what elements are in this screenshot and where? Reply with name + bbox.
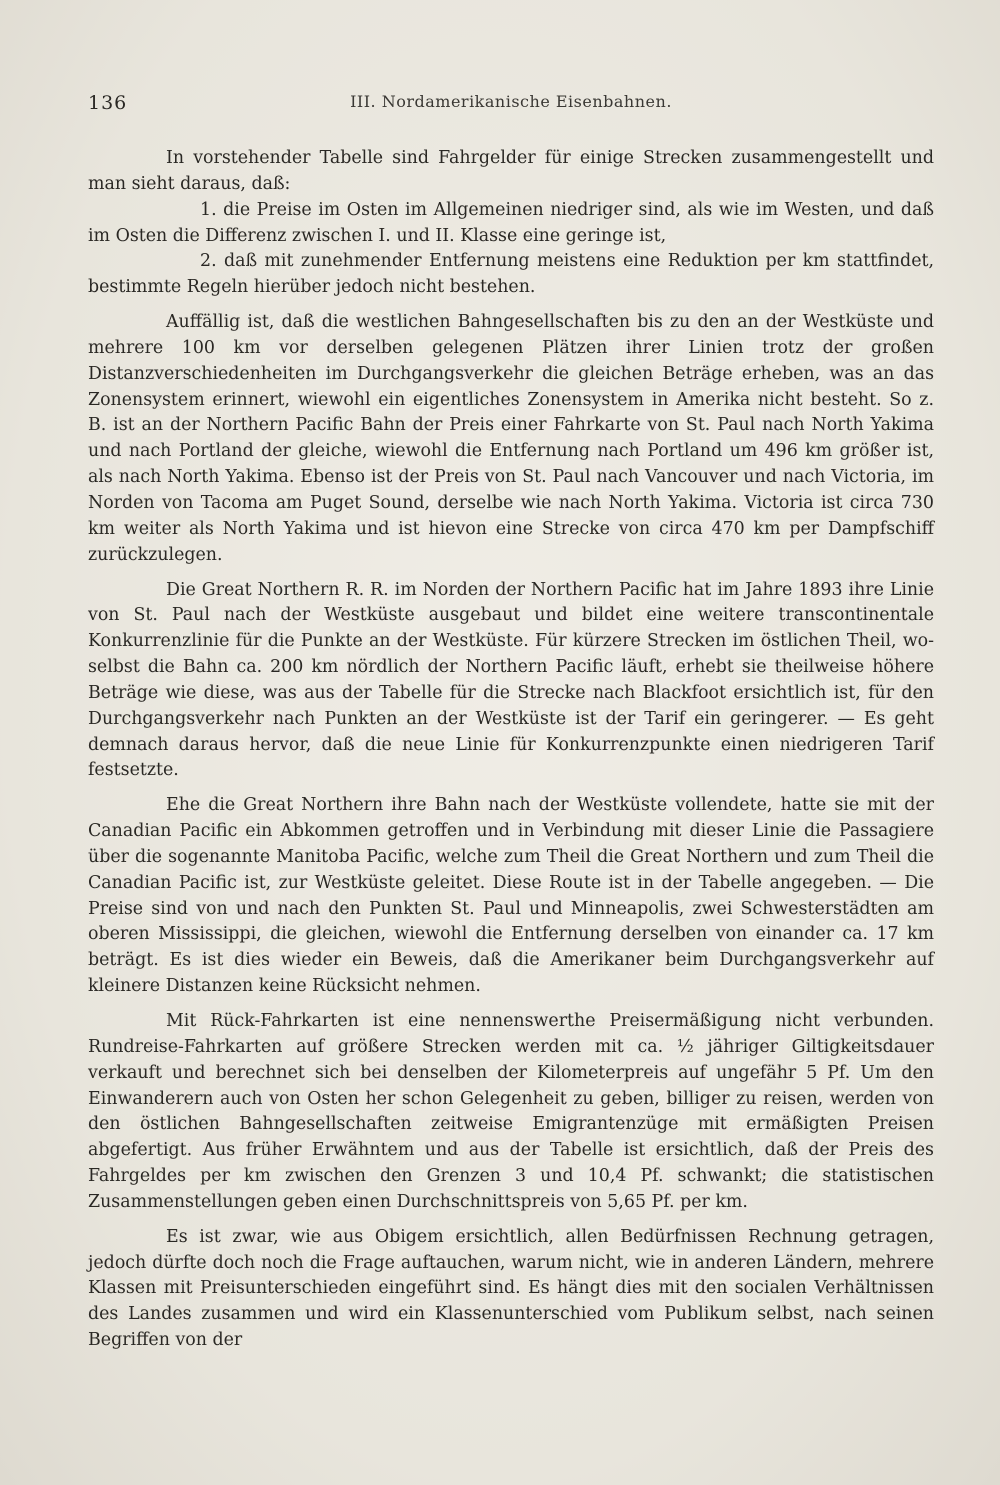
page-number: 136 [88,92,128,114]
intro-paragraph: In vorstehender Tabelle sind Fahrgelder für einige Strecken zusammengestellt und man sieht daraus, daß: [88,148,934,194]
paragraph: Mit Rück-Fahrkarten ist eine nennenswerthe Preisermäßigung nicht verbunden. Rundreise-Fahrkarten auf größere Strecken werden mit ca. ½ jähriger Giltigkeitsdauer verkauft und berechnet sich bei denselben der Kilometerpreis auf ungefähr 5 Pf. Um den Einwanderern auch von Osten her schon Gelegenheit zu geben, billiger zu reisen, werden von den östlichen Bahngesellschaften zeitweise Emigrantenzüge mit ermäßigten Preisen abgefertigt. Aus früher Erwähntem und aus der Tabelle ist ersichtlich, daß der Preis des Fahrgeldes per km zwischen den Grenzen 3 und 10,4 Pf. schwankt; die statistischen Zusammenstellungen geben einen Durchschnittspreis von 5,65 Pf. per km. [88,1011,934,1212]
running-title: III. Nordamerikanische Eisenbahnen. [350,92,672,111]
list-item-text: daß mit zunehmender Entfernung meistens eine Reduktion per km stattfindet, bestimmte Regeln hierüber jedoch nicht bestehen. [88,251,934,298]
paragraph: Auffällig ist, daß die westlichen Bahngesellschaften bis zu den an der Westküste und mehrere 100 km vor derselben gelegenen Plätzen ihrer Linien trotz der großen Distanzverschiedenheiten im Durchgangsverkehr die gleichen Beträge erheben, was an das Zonensystem erinnert, wiewohl ein eigentliches Zonensystem in Amerika nicht besteht. So z. B. ist an der Northern Pacific Bahn der Preis einer Fahrkarte von St. Paul nach North Yakima und nach Portland der gleiche, wiewohl die Entfernung nach Portland um 496 km größer ist, als nach North Yakima. Ebenso ist der Preis von St. Paul nach Vancouver und nach Victoria, im Norden von Tacoma am Puget Sound, derselbe wie nach North Yakima. Victoria ist circa 730 km weiter als North Yakima und ist hievon eine Strecke von circa 470 km per Dampfschiff zurückzulegen. [88,312,934,565]
list-item-text: die Preise im Osten im Allgemeinen niedriger sind, als wie im Westen, und daß im Osten die Differenz zwischen I. und II. Klasse eine geringe ist, [88,199,935,246]
list-item [88,198,934,250]
paragraph: Es ist zwar, wie aus Obigem ersichtlich, allen Bedürfnissen Rechnung getragen, jedoch dürfte doch noch die Frage auftauchen, warum nicht, wie in anderen Ländern, mehrere Klassen mit Preisunterschieden eingeführt sind. Es hängt dies mit den socialen Verhältnissen des Landes zusammen und wird ein Klassenunterschied vom Publikum selbst, nach seinen Begriffen von der [88,1226,934,1351]
body-text [88,146,934,1354]
page-header [88,92,934,116]
list-item-number: 1. [200,199,217,220]
numbered-list [88,198,934,301]
list-item-number: 2. [200,251,217,272]
list-item [88,249,934,301]
paragraph: Ehe die Great Northern ihre Bahn nach der Westküste vollendete, hatte sie mit der Canadian Pacific ein Abkommen getroffen und in Verbindung mit dieser Linie die Passagiere über die sogenannte Manitoba Pacific, welche zum Theil die Great Northern und zum Theil die Canadian Pacific ist, zur Westküste geleitet. Diese Route ist in der Tabelle angegeben. — Die Preise sind von und nach den Punkten St. Paul und Minneapolis, zwei Schwesterstädten am oberen Mississippi, die gleichen, wiewohl die Entfernung derselben von einander ca. 17 km beträgt. Es ist dies wieder ein Beweis, daß die Amerikaner beim Durchgangsverkehr auf kleinere Distanzen keine Rücksicht nehmen. [88,795,934,997]
paragraph: Die Great Northern R. R. im Norden der Northern Pacific hat im Jahre 1893 ihre Linie von St. Paul nach der Westküste ausgebaut und bildet eine weitere transcontinentale Konkurrenzlinie für die Punkte an der Westküste. Für kürzere Strecken im östlichen Theil, woselbst die Bahn ca. 200 km nördlich der Northern Pacific läuft, erhebt sie theilweise höhere Beträge wie diese, was aus der Tabelle für die Strecke nach Blackfoot ersichtlich ist, für den Durchgangsverkehr nach Punkten an der Westküste ist der Tarif ein geringerer. — Es geht demnach daraus hervor, daß die neue Linie für Konkurrenzpunkte einen niedrigeren Tarif festsetzte. [88,579,934,781]
